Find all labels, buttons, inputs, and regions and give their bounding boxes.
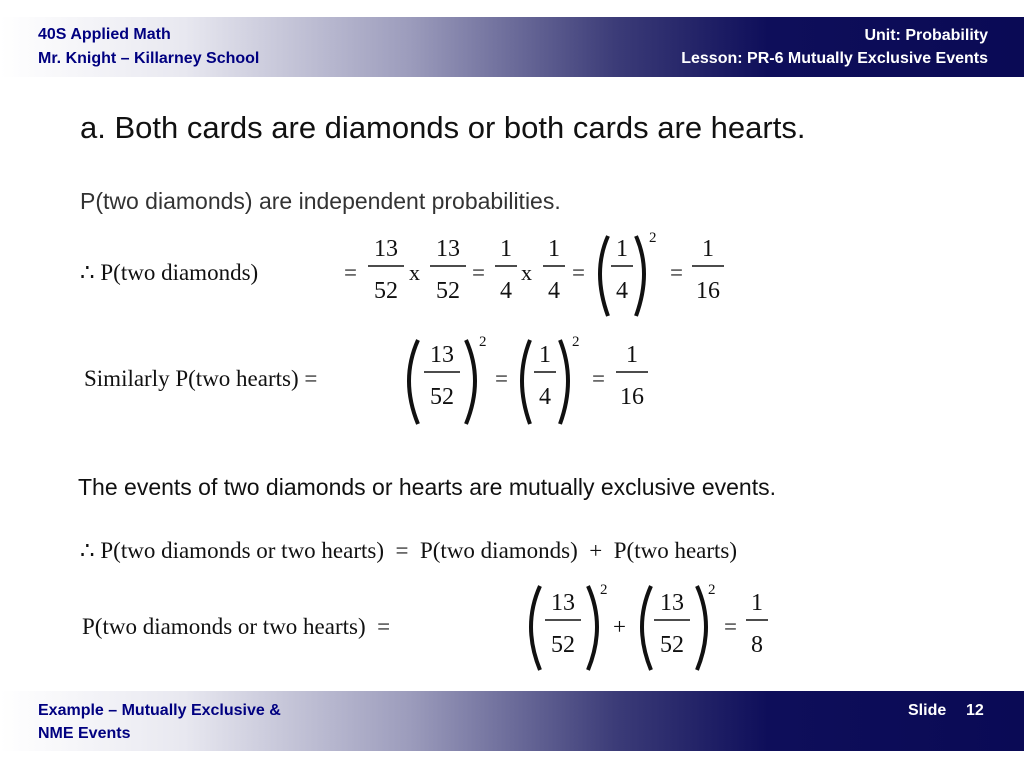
slide-number: 12 — [966, 702, 984, 719]
fraction-denominator: 52 — [430, 384, 454, 410]
footer-title-line1: Example – Mutually Exclusive & — [38, 702, 281, 719]
lesson-title: Lesson: PR-6 Mutually Exclusive Events — [681, 50, 988, 67]
fraction-numerator: 1 — [616, 236, 628, 262]
left-paren — [409, 340, 418, 424]
equation-two-hearts — [0, 334, 1024, 429]
right-paren — [560, 340, 568, 424]
exponent: 2 — [572, 334, 580, 350]
left-paren — [522, 340, 530, 424]
fraction-denominator: 52 — [660, 632, 684, 658]
course-title: 40S Applied Math — [38, 26, 171, 43]
equals-sign: = — [344, 260, 357, 285]
fraction-numerator: 13 — [430, 342, 454, 368]
equation-sum-rule — [0, 528, 1024, 568]
fraction-denominator: 4 — [500, 278, 512, 304]
equals-sign: = — [572, 260, 585, 285]
fraction-denominator: 16 — [620, 384, 644, 410]
fraction-denominator: 16 — [696, 278, 720, 304]
equals-sign: = — [724, 614, 737, 639]
fraction-numerator: 1 — [626, 342, 638, 368]
example-heading: a. Both cards are diamonds or both cards are hearts. — [80, 110, 806, 145]
exponent: 2 — [479, 334, 487, 350]
times-sign: x — [409, 260, 420, 285]
times-sign: x — [521, 260, 532, 285]
fraction-denominator: 4 — [548, 278, 560, 304]
fraction-numerator: 13 — [551, 590, 575, 616]
left-paren — [642, 586, 651, 670]
independent-statement: P(two diamonds) are independent probabilities. — [80, 188, 561, 214]
equation-lhs: Similarly P(two hearts) = — [84, 366, 318, 391]
fraction-denominator: 8 — [751, 632, 763, 658]
fraction-numerator: 13 — [660, 590, 684, 616]
equation-lhs: P(two diamonds or two hearts) = — [82, 614, 391, 639]
exponent: 2 — [649, 230, 657, 246]
left-paren — [600, 236, 608, 316]
fraction-denominator: 4 — [539, 384, 551, 410]
fraction-numerator: 1 — [751, 590, 763, 616]
equals-sign: = — [592, 366, 605, 391]
fraction-denominator: 52 — [374, 278, 398, 304]
fraction-denominator: 52 — [551, 632, 575, 658]
right-paren — [466, 340, 475, 424]
fraction-numerator: 1 — [500, 236, 512, 262]
fraction-numerator: 1 — [539, 342, 551, 368]
mutually-exclusive-statement: The events of two diamonds or hearts are mutually exclusive events. — [78, 474, 777, 500]
fraction-numerator: 13 — [374, 236, 398, 262]
sum-rule-text: ∴ P(two diamonds or two hearts) = P(two diamonds) + P(two hearts) — [80, 538, 738, 563]
fraction-numerator: 13 — [436, 236, 460, 262]
right-paren — [588, 586, 597, 670]
plus-sign: + — [613, 614, 626, 639]
slide-label: Slide — [908, 702, 947, 719]
footer-title-line2: NME Events — [38, 725, 131, 742]
equals-sign: = — [495, 366, 508, 391]
equation-final-result — [0, 578, 1024, 673]
exponent: 2 — [600, 582, 608, 598]
fraction-denominator: 4 — [616, 278, 628, 304]
equals-sign: = — [670, 260, 683, 285]
right-paren — [697, 586, 706, 670]
equals-sign: = — [472, 260, 485, 285]
equation-two-diamonds — [0, 228, 1024, 323]
fraction-numerator: 1 — [702, 236, 714, 262]
exponent: 2 — [708, 582, 716, 598]
fraction-denominator: 52 — [436, 278, 460, 304]
teacher-name: Mr. Knight – Killarney School — [38, 50, 260, 67]
equation-lhs: ∴ P(two diamonds) — [80, 260, 259, 285]
right-paren — [636, 236, 644, 316]
fraction-numerator: 1 — [548, 236, 560, 262]
unit-title: Unit: Probability — [864, 27, 988, 44]
left-paren — [531, 586, 540, 670]
